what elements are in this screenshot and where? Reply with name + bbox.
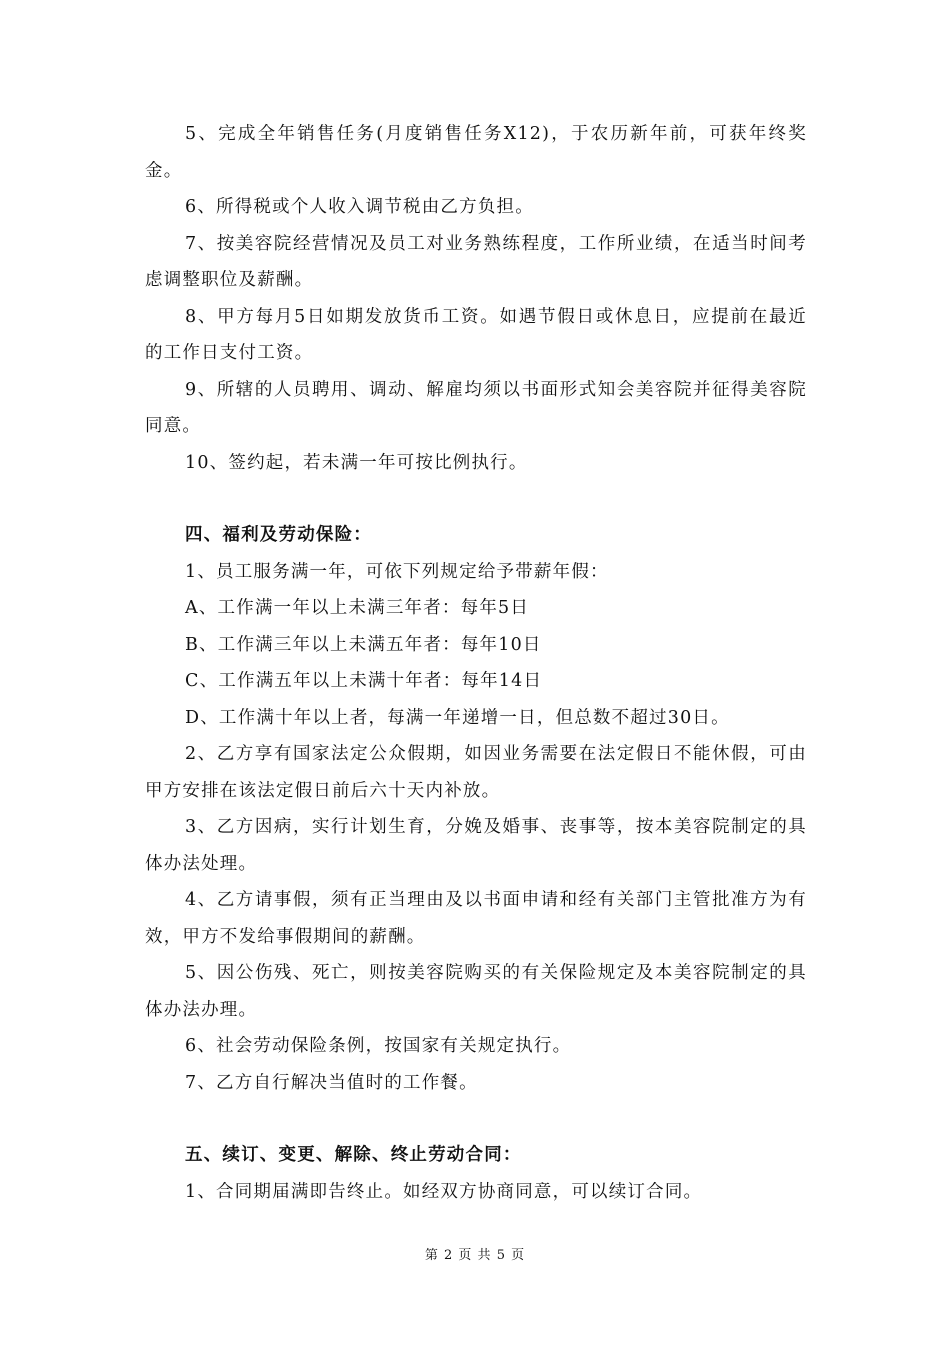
paragraph-item: 1、员工服务满一年，可依下列规定给予带薪年假： <box>185 561 609 582</box>
paragraph-item: A、工作满一年以上未满三年者：每年5日 <box>185 598 530 618</box>
paragraph-item: D、工作满十年以上者，每满一年递增一日，但总数不超过30日。 <box>185 707 730 728</box>
paragraph-item: 2、乙方享有国家法定公众假期，如因业务需要在法定假日不能休假，可由甲方安排在该法定假日前后六十天内补放。 <box>145 744 807 801</box>
paragraph-item: 6、社会劳动保险条例，按国家有关规定执行。 <box>185 1036 572 1056</box>
paragraph-item: 9、所辖的人员聘用、调动、解雇均须以书面形式知会美容院并征得美容院同意。 <box>145 379 807 436</box>
paragraph-item: 3、乙方因病，实行计划生育，分娩及婚事、丧事等，按本美容院制定的具体办法处理。 <box>145 817 807 874</box>
paragraph-item: 10、签约起，若未满一年可按比例执行。 <box>185 452 528 473</box>
section-heading-welfare: 四、福利及劳动保险： <box>185 525 372 545</box>
page-number: 第 2 页 共 5 页 <box>424 1248 526 1263</box>
section-spacer <box>145 1101 807 1137</box>
paragraph-item: 5、因公伤残、死亡，则按美容院购买的有关保险规定及本美容院制定的具体办法办理。 <box>145 963 807 1020</box>
paragraph-item: 5、完成全年销售任务(月度销售任务X12)，于农历新年前，可获年终奖金。 <box>145 124 807 181</box>
paragraph-item: 1、合同期届满即告终止。如经双方协商同意，可以续订合同。 <box>185 1181 703 1202</box>
paragraph-item: 7、乙方自行解决当值时的工作餐。 <box>185 1072 478 1093</box>
paragraph-item: C、工作满五年以上未满十年者：每年14日 <box>185 671 543 691</box>
paragraph-item: 4、乙方请事假，须有正当理由及以书面申请和经有关部门主管批准方为有效，甲方不发给事假期间的薪酬。 <box>145 890 807 947</box>
section-heading-contract: 五、续订、变更、解除、终止劳动合同： <box>185 1145 522 1165</box>
paragraph-item: 7、按美容院经营情况及员工对业务熟练程度，工作所业绩，在适当时间考虑调整职位及薪酬。 <box>145 233 807 290</box>
paragraph-item: 6、所得税或个人收入调节税由乙方负担。 <box>185 197 534 217</box>
section-spacer <box>145 481 807 517</box>
paragraph-item: B、工作满三年以上未满五年者：每年10日 <box>185 634 542 655</box>
document-body <box>145 116 807 1210</box>
paragraph-item: 8、甲方每月5日如期发放货币工资。如遇节假日或休息日，应提前在最近的工作日支付工资。 <box>145 306 807 363</box>
